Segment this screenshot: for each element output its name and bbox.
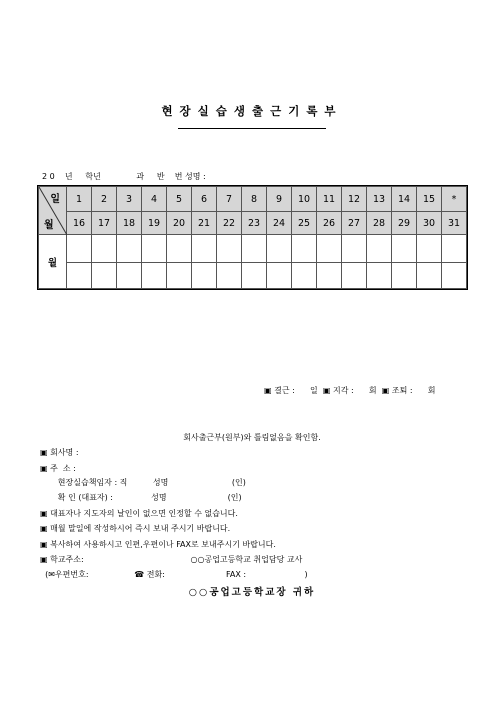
attendance-cell[interactable]: [292, 235, 317, 262]
confirmation-text: 회사출근부(원부)와 틀림없음을 확인함.: [183, 433, 321, 442]
day-header: 3: [117, 187, 142, 212]
day-header: 4: [142, 187, 167, 212]
attendance-cell[interactable]: [417, 262, 442, 288]
day-header: 27: [342, 212, 367, 235]
day-header: 15: [417, 187, 442, 212]
attendance-cell[interactable]: [192, 262, 217, 288]
day-header: 8: [242, 187, 267, 212]
table-corner-cell: [39, 187, 67, 235]
day-header: 6: [192, 187, 217, 212]
attendance-cell[interactable]: [217, 235, 242, 262]
day-header: 25: [292, 212, 317, 235]
day-header: 17: [92, 212, 117, 235]
day-header: 9: [267, 187, 292, 212]
day-header: *: [442, 187, 467, 212]
attendance-cell[interactable]: [367, 262, 392, 288]
attendance-cell[interactable]: [242, 262, 267, 288]
day-header: 11: [317, 187, 342, 212]
attendance-summary: ▣ 결근 : 일 ▣ 지각 : 회 ▣ 조퇴 : 회: [264, 386, 436, 395]
attendance-cell[interactable]: [67, 262, 92, 288]
document-title: 현장실습생출근기록부: [161, 104, 343, 118]
corner-day-label: 일: [50, 194, 60, 205]
attendance-cell[interactable]: [142, 262, 167, 288]
company-name-line: ▣ 회사명 :: [40, 448, 79, 457]
title-underline: [178, 128, 326, 129]
attendance-cell[interactable]: [167, 235, 192, 262]
day-header: 2: [92, 187, 117, 212]
attendance-cell[interactable]: [392, 235, 417, 262]
day-header: 7: [217, 187, 242, 212]
day-header: 18: [117, 212, 142, 235]
contact-line: (✉우편번호: ☎ 전화: FAX : ): [40, 570, 308, 579]
day-header: 13: [367, 187, 392, 212]
day-header: 26: [317, 212, 342, 235]
attendance-cell[interactable]: [92, 235, 117, 262]
attendance-cell[interactable]: [242, 235, 267, 262]
attendance-cell[interactable]: [292, 262, 317, 288]
attendance-cell[interactable]: [192, 235, 217, 262]
day-header: 16: [67, 212, 92, 235]
attendance-cell[interactable]: [417, 235, 442, 262]
attendance-table: [37, 185, 468, 290]
day-header: 30: [417, 212, 442, 235]
attendance-cell[interactable]: [117, 235, 142, 262]
day-header: 12: [342, 187, 367, 212]
school-address-line: ▣ 학교주소: ○○공업고등학교 취업담당 교사: [40, 555, 303, 564]
day-header: 29: [392, 212, 417, 235]
attendance-cell[interactable]: [267, 235, 292, 262]
attendance-cell[interactable]: [367, 235, 392, 262]
school-addressee: ○○공업고등학교장 귀하: [188, 587, 316, 598]
attendance-cell[interactable]: [117, 262, 142, 288]
day-header: 28: [367, 212, 392, 235]
notice-line: ▣ 복사하여 사용하시고 인편,우편이나 FAX로 보내주시기 바랍니다.: [40, 540, 276, 549]
day-header: 24: [267, 212, 292, 235]
day-header: 20: [167, 212, 192, 235]
attendance-cell[interactable]: [217, 262, 242, 288]
company-address-line: ▣ 주 소 :: [40, 464, 76, 473]
representative-line: 확 인 (대표자) : 성명 (인): [40, 493, 242, 502]
day-header: 21: [192, 212, 217, 235]
day-header: 22: [217, 212, 242, 235]
attendance-cell[interactable]: [142, 235, 167, 262]
attendance-cell[interactable]: [342, 235, 367, 262]
attendance-cell[interactable]: [342, 262, 367, 288]
notice-line: ▣ 대표자나 지도자의 날인이 없으면 인정할 수 없습니다.: [40, 509, 238, 518]
attendance-cell[interactable]: [317, 235, 342, 262]
corner-month-label: 월: [44, 220, 54, 232]
attendance-cell[interactable]: [442, 235, 467, 262]
day-header: 19: [142, 212, 167, 235]
attendance-cell[interactable]: [442, 262, 467, 288]
attendance-cell[interactable]: [317, 262, 342, 288]
day-header: 5: [167, 187, 192, 212]
supervisor-line: 현장실습책임자 : 직 성명 (인): [40, 478, 246, 487]
student-info-line: 2 0 년 학년 과 반 번 성명 :: [42, 172, 206, 181]
attendance-cell[interactable]: [167, 262, 192, 288]
day-header: 1: [67, 187, 92, 212]
attendance-cell[interactable]: [267, 262, 292, 288]
month-label-cell: 월: [39, 235, 67, 289]
attendance-cell[interactable]: [67, 235, 92, 262]
day-header: 23: [242, 212, 267, 235]
day-header: 10: [292, 187, 317, 212]
notice-line: ▣ 매월 말일에 작성하시어 즉시 보내 주시기 바랍니다.: [40, 524, 231, 533]
day-header: 31: [442, 212, 467, 235]
attendance-cell[interactable]: [392, 262, 417, 288]
attendance-cell[interactable]: [92, 262, 117, 288]
day-header: 14: [392, 187, 417, 212]
